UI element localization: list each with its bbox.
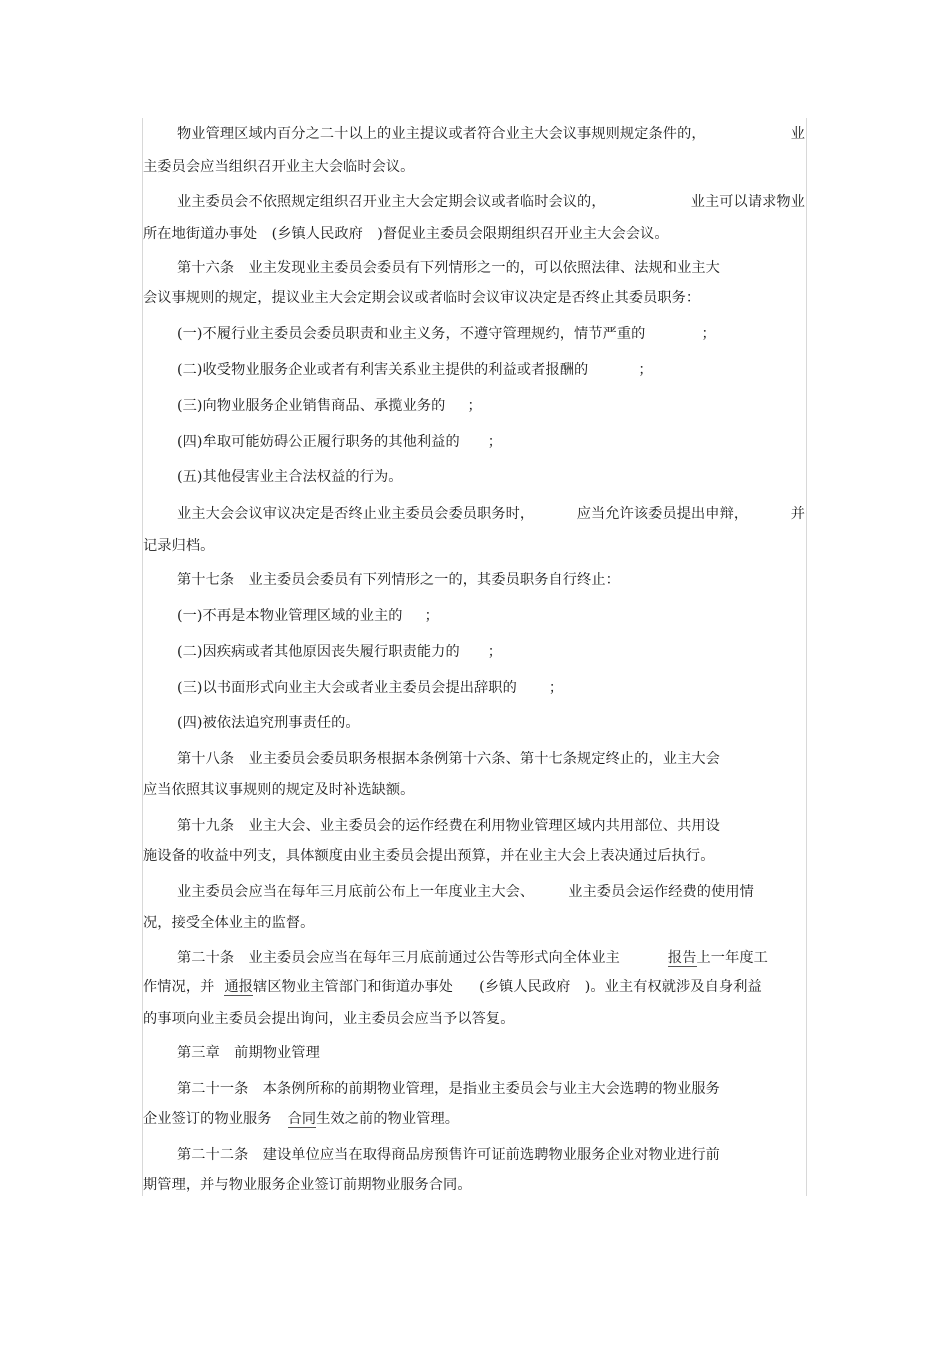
paragraph-line: 况，接受全体业主的监督。: [143, 915, 315, 931]
text-run: 业主可以请求物业: [690, 194, 805, 210]
text-run: 生效之前的物业管理。: [316, 1111, 460, 1127]
text-run: 作情况，并: [143, 979, 215, 995]
punctuation: ；: [701, 326, 716, 342]
punctuation: ；: [487, 644, 503, 660]
page-frame-left: [142, 118, 143, 1196]
text-run: 上一年度工: [696, 950, 768, 966]
paragraph-line: [177, 122, 805, 146]
paragraph-line: [143, 975, 805, 999]
list-item: [177, 676, 805, 700]
punctuation: ；: [548, 680, 564, 696]
text-run: 业主委员会运作经费的使用情: [568, 884, 754, 900]
list-item: (四)被依法追究刑事责任的。: [177, 715, 360, 731]
article-heading-line: 第二十一条 本条例所称的前期物业管理，是指业主委员会与业主大会选聘的物业服务: [177, 1081, 720, 1097]
text-run: 业主委员会应当在每年三月底前公布上一年度业主大会、: [177, 884, 535, 900]
text-run: (三)以书面形式向业主大会或者业主委员会提出辞职的: [177, 680, 517, 696]
paragraph-line: 施设备的收益中列支，具体额度由业主委员会提出预算，并在业主大会上表决通过后执行。: [143, 848, 715, 864]
paragraph-line: 应当依照其议事规则的规定及时补选缺额。: [143, 782, 415, 798]
punctuation: ；: [467, 398, 482, 414]
paragraph-line: 记录归档。: [143, 538, 215, 554]
text-run: 物业管理区域内百分之二十以上的业主提议或者符合业主大会议事规则规定条件的，: [177, 126, 706, 142]
text-run: (乡镇人民政府 )。业主有权就涉及自身利益: [479, 979, 762, 995]
list-item: [177, 394, 805, 418]
punctuation: ；: [638, 362, 653, 378]
punctuation: ；: [487, 434, 503, 450]
paragraph-line: 所在地街道办事处 (乡镇人民政府 )督促业主委员会限期组织召开业主大会会议。: [143, 226, 669, 242]
contract-link[interactable]: 合同: [287, 1111, 317, 1127]
paragraph-line: 主委员会应当组织召开业主大会临时会议。: [143, 159, 415, 175]
text-run: 业: [790, 126, 805, 142]
article-heading-line: 第二十二条 建设单位应当在取得商品房预售许可证前选聘物业服务企业对物业进行前: [177, 1147, 720, 1163]
paragraph-line: [177, 190, 805, 214]
list-item: [177, 604, 805, 628]
list-item: [177, 358, 805, 382]
article-heading-line: 第十九条 业主大会、业主委员会的运作经费在利用物业管理区域内共用部位、共用设: [177, 818, 720, 834]
text-run: 业主大会会议审议决定是否终止业主委员会委员职务时，: [177, 506, 535, 522]
text-run: (二)因疾病或者其他原因丧失履行职责能力的: [177, 644, 460, 660]
text-run: (一)不再是本物业管理区域的业主的: [177, 608, 403, 624]
text-run: 辖区物业主管部门和街道办事处: [253, 979, 454, 995]
article-heading-line: 第十六条 业主发现业主委员会委员有下列情形之一的，可以依照法律、法规和业主大: [177, 260, 720, 276]
text-run: (三)向物业服务企业销售商品、承揽业务的: [177, 398, 446, 414]
punctuation: ；: [424, 608, 439, 624]
report-link[interactable]: 报告: [667, 950, 697, 966]
notify-link[interactable]: 通报: [224, 979, 254, 995]
text-run: 并: [790, 506, 805, 522]
paragraph-line: 期管理，并与物业服务企业签订前期物业服务合同。: [143, 1177, 472, 1193]
text-run: (四)牟取可能妨碍公正履行职务的其他利益的: [177, 434, 460, 450]
text-run: 应当允许该委员提出申辩，: [576, 506, 749, 522]
page-frame-right: [806, 118, 807, 1196]
text-run: 第二十条 业主委员会应当在每年三月底前通过公告等形式向全体业主: [177, 950, 620, 966]
paragraph-line: 会议事规则的规定，提议业主大会定期会议或者临时会议审议决定是否终止其委员职务：: [143, 290, 701, 306]
text-run: (二)收受物业服务企业或者有利害关系业主提供的利益或者报酬的: [177, 362, 589, 378]
paragraph-line: 的事项向业主委员会提出询问，业主委员会应当予以答复。: [143, 1011, 515, 1027]
article-heading-line: [177, 946, 805, 970]
list-item: [177, 640, 805, 664]
text-run: 企业签订的物业服务: [143, 1111, 272, 1127]
article-heading-line: 第十七条 业主委员会委员有下列情形之一的，其委员职务自行终止：: [177, 572, 620, 588]
list-item: [177, 430, 805, 454]
paragraph-line: [177, 502, 805, 526]
text-run: 业主委员会不依照规定组织召开业主大会定期会议或者临时会议的，: [177, 194, 606, 210]
paragraph-line: [143, 1107, 805, 1131]
paragraph-line: [177, 880, 805, 904]
article-heading-line: 第十八条 业主委员会委员职务根据本条例第十六条、第十七条规定终止的，业主大会: [177, 751, 720, 767]
list-item: (五)其他侵害业主合法权益的行为。: [177, 469, 403, 485]
text-run: (一)不履行业主委员会委员职责和业主义务，不遵守管理规约，情节严重的: [177, 326, 646, 342]
chapter-heading: 第三章 前期物业管理: [177, 1045, 320, 1061]
list-item: [177, 322, 805, 346]
